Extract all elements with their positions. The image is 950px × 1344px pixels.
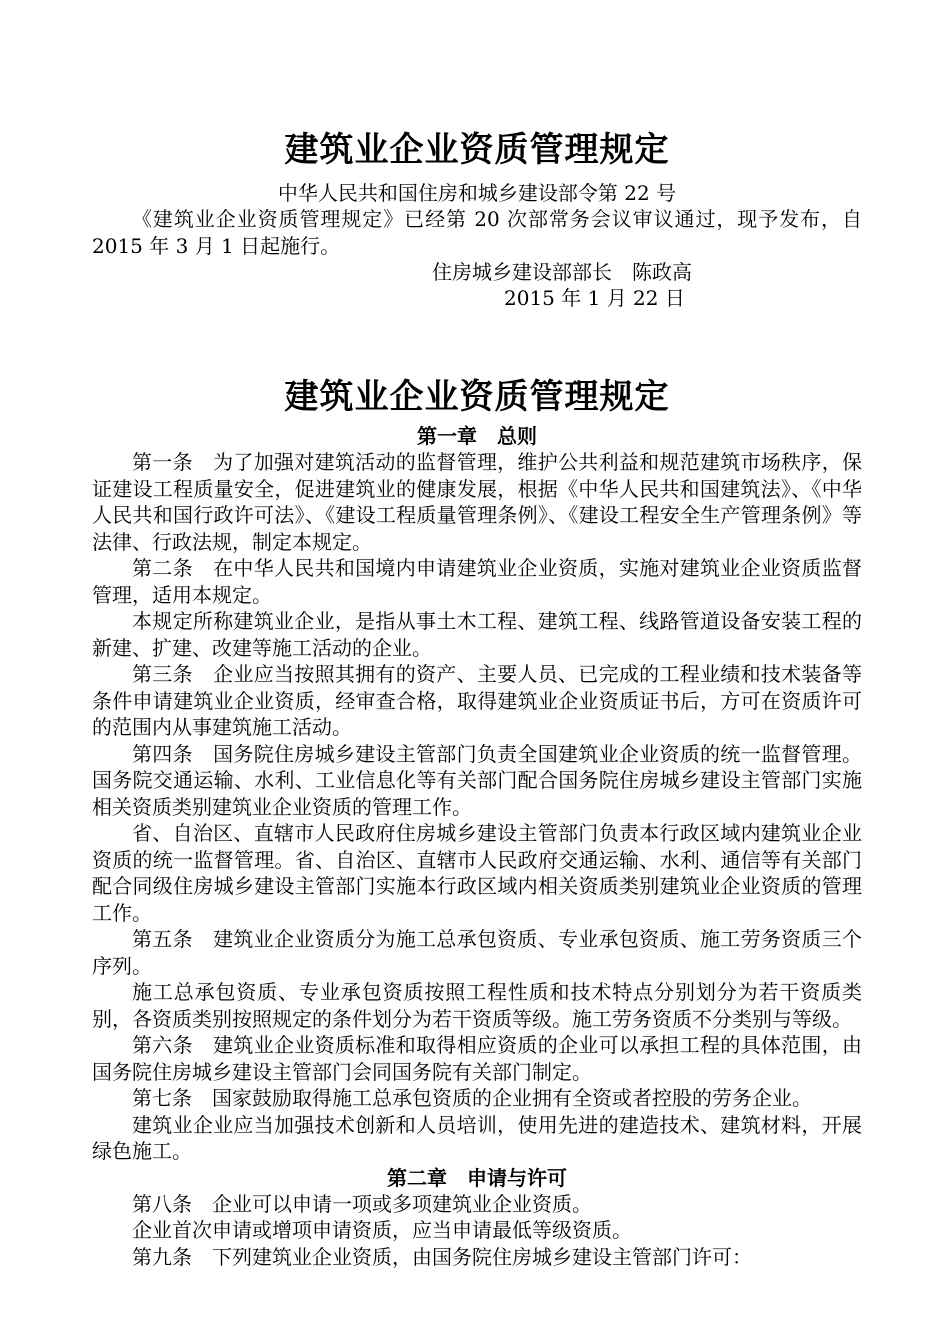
issue-date: 2015 年 1 月 22 日 (504, 286, 685, 310)
chapter-2-heading: 第二章 申请与许可 (387, 1165, 567, 1190)
regulation-title: 建筑业企业资质管理规定 (284, 377, 670, 417)
section-spacer (92, 311, 862, 367)
article-paragraph: 第七条 国家鼓励取得施工总承包资质的企业拥有全资或者控股的劳务企业。 (132, 1086, 812, 1110)
decree-number: 中华人民共和国住房和城乡建设部令第 22 号 (277, 181, 677, 205)
document-page (92, 120, 862, 1270)
article-paragraph: 第四条 国务院住房城乡建设主管部门负责全国建筑业企业资质的统一监督管理。国务院交通运输、水利、工业信息化等有关部门配合国务院住房城乡建设主管部门实施相关资质类别建筑业企业资质的管理工作。 (92, 741, 862, 819)
article-paragraph: 第五条 建筑业企业资质分为施工总承包资质、专业承包资质、施工劳务资质三个序列。 (92, 927, 862, 978)
signatory: 住房城乡建设部部长 陈政高 (432, 260, 692, 284)
article-paragraph: 第九条 下列建筑业企业资质，由国务院住房城乡建设主管部门许可： (132, 1244, 752, 1269)
document-title: 建筑业企业资质管理规定 (284, 130, 670, 170)
article-paragraph: 第六条 建筑业企业资质标准和取得相应资质的企业可以承担工程的具体范围，由国务院住房城乡建设主管部门会同国务院有关部门制定。 (92, 1033, 862, 1084)
chapter-1-heading: 第一章 总则 (417, 424, 537, 448)
article-paragraph: 第一条 为了加强对建筑活动的监督管理，维护公共利益和规范建筑市场秩序，保证建设工程质量安全，促进建筑业的健康发展，根据《中华人民共和国建筑法》、《中华人民共和国行政许可法》、《建设工程质量管理条例》、《建设工程安全生产管理条例》等法律、行政法规，制定本规定。 (92, 450, 862, 554)
article-paragraph: 建筑业企业应当加强技术创新和人员培训，使用先进的建造技术、建筑材料，开展绿色施工。 (92, 1112, 862, 1163)
article-paragraph: 第二条 在中华人民共和国境内申请建筑业企业资质，实施对建筑业企业资质监督管理，适用本规定。 (92, 556, 862, 607)
promulgation-text: 《建筑业企业资质管理规定》已经第 20 次部常务会议审议通过，现予发布，自 2015 年 3 月 1 日起施行。 (92, 207, 862, 258)
article-paragraph: 第三条 企业应当按照其拥有的资产、主要人员、已完成的工程业绩和技术装备等条件申请建筑业企业资质，经审查合格，取得建筑业企业资质证书后，方可在资质许可的范围内从事建筑施工活动。 (92, 662, 862, 739)
article-paragraph: 施工总承包资质、专业承包资质按照工程性质和技术特点分别划分为若干资质类别，各资质类别按照规定的条件划分为若干资质等级。施工劳务资质不分类别与等级。 (92, 980, 862, 1031)
article-paragraph: 企业首次申请或增项申请资质，应当申请最低等级资质。 (132, 1218, 632, 1242)
article-paragraph: 本规定所称建筑业企业，是指从事土木工程、建筑工程、线路管道设备安装工程的新建、扩建、改建等施工活动的企业。 (92, 609, 862, 660)
article-paragraph: 省、自治区、直辖市人民政府住房城乡建设主管部门负责本行政区域内建筑业企业资质的统一监督管理。省、自治区、直辖市人民政府交通运输、水利、通信等有关部门配合同级住房城乡建设主管部门实施本行政区域内相关资质类别建筑业企业资质的管理工作。 (92, 821, 862, 925)
article-paragraph: 第八条 企业可以申请一项或多项建筑业企业资质。 (132, 1191, 592, 1216)
